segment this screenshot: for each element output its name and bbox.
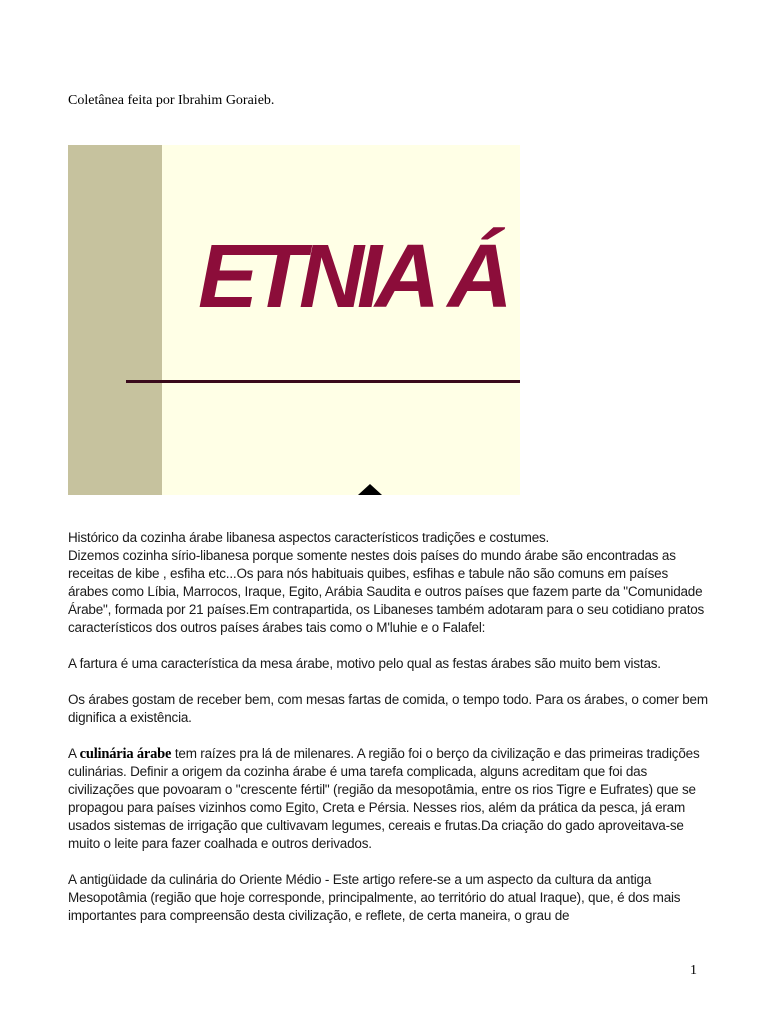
paragraph-fartura: A fartura é uma característica da mesa árabe, motivo pelo qual as festas árabes são muito bem vistas.: [68, 656, 661, 671]
banner-title: ETNIA Á: [198, 227, 506, 327]
bold-term: culinária árabe: [79, 746, 172, 762]
document-credit: Coletânea feita por Ibrahim Goraieb.: [68, 93, 275, 108]
banner-cropped-glyph: [358, 484, 382, 495]
page-number: 1: [690, 963, 697, 978]
banner-stripe: [68, 145, 162, 495]
paragraph-sirio-libanesa: Dizemos cozinha sírio-libanesa porque somente nestes dois países do mundo árabe são encontradas as receitas de kibe , esfiha etc...Os para nós habituais quibes, esfihas e tabule não são comuns em países árabes como Líbia, Marrocos, Iraque, Egito, Arábia Saudita e outros países que fazem parte da "Comunidade Árabe", formada por 21 países.Em contrapartida, os Libaneses também adotaram para o seu cotidiano pratos característicos dos outros países árabes tais como o M'luhie e o Falafel:: [68, 548, 705, 635]
banner-divider: [126, 380, 520, 383]
banner-image: [68, 145, 520, 495]
paragraph-culinaria-prefix: A: [68, 746, 80, 761]
paragraph-culinaria-rest: tem raízes pra lá de milenares. A região foi o berço da civilização e das primeiras tradições culinárias. Definir a origem da cozinha árabe é uma tarefa complicada, alguns acreditam que foi das civilizações que povoaram o "crescente fértil" (região da mesopotâmia, entre os rios Tigre e Eufrates) que se propagou para países vizinhos como Egito, Creta e Pérsia. Nesses rios, além da prática da pesca, já eram usados sistemas de irrigação que cultivavam legumes, cereais e frutas.Da criação do gado aproveitava-se muito o leite para fazer coalhada e outros derivados.: [68, 746, 700, 851]
paragraph-intro: Histórico da cozinha árabe libanesa aspectos característicos tradições e costumes.: [68, 530, 550, 545]
document-body: [68, 529, 708, 943]
paragraph-culinaria: [68, 745, 708, 853]
paragraph-antiguidade: A antigüidade da culinária do Oriente Médio - Este artigo refere-se a um aspecto da cultura da antiga Mesopotâmia (região que hoje corresponde, principalmente, ao território do atual Iraque), que, é dos mais importantes para compreensão desta civilização, e reflete, de certa maneira, o grau de: [68, 872, 681, 923]
paragraph-receber-bem: Os árabes gostam de receber bem, com mesas fartas de comida, o tempo todo. Para os árabes, o comer bem dignifica a existência.: [68, 692, 708, 725]
